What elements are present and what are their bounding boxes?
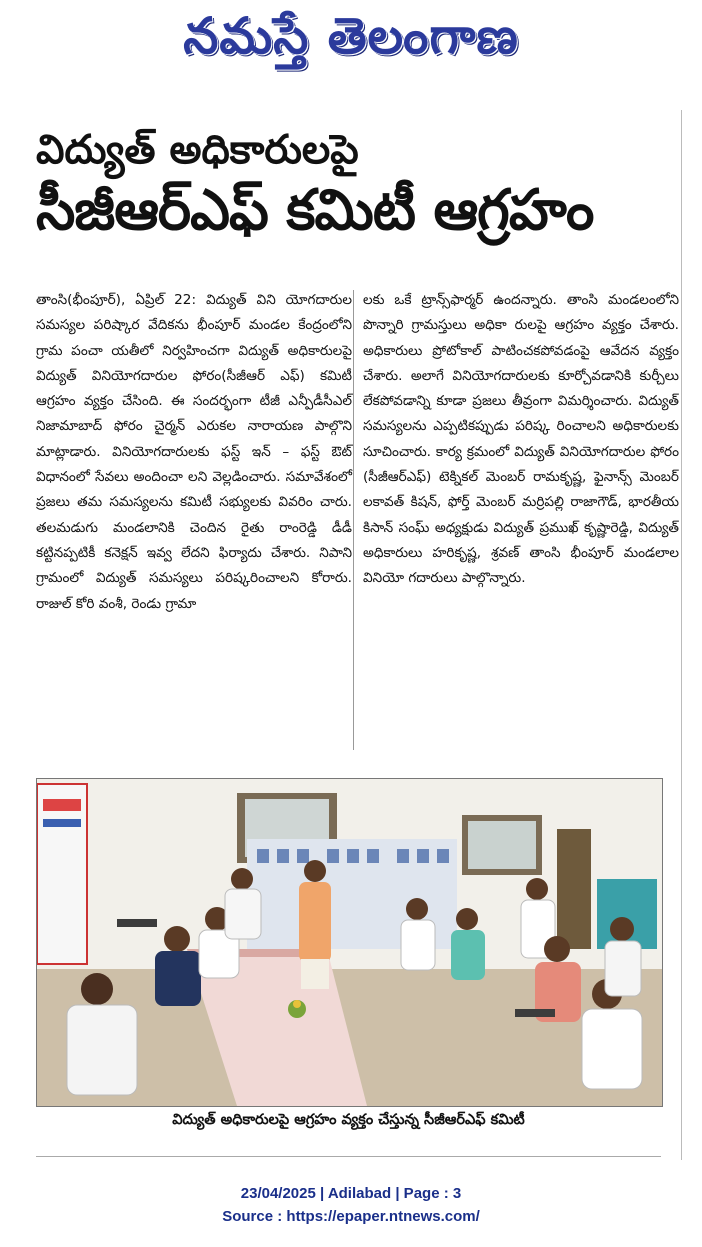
footer-divider [36,1156,661,1157]
photo-caption: విద్యుత్ అధికారులపై ఆగ్రహం వ్యక్తం చేస్తున్న సీజీఆర్ఎఫ్ కమిటీ [172,1112,525,1128]
news-photo [36,778,663,1107]
headline-main: సీజీఆర్ఎఫ్ కమిటీ ఆగ్రహం [36,178,594,243]
headline-kicker: విద్యుత్ అధికారులపై [36,127,359,173]
article-column-left: తాంసి(భీంపూర్), ఏప్రిల్ 22: విద్యుత్ విని యోగదారుల సమస్యల పరిష్కార వేదికను భీంపూర్ మండల కేంద్రంలోని గ్రామ పంచా యతీలో నిర్వహించగా విద్యుత్ అధికారులపై విద్యుత్ వినియోగదారుల ఫోరం(సీజీఆర్ ఎఫ్) కమిటీ ఆగ్రహం వ్యక్తం చేసింది. ఈ సందర్భంగా టీజీ ఎన్పీడీసీఎల్ నిజామాబాద్ ఫోరం చైర్మన్ ఎరుకల నారాయణ పాల్గొని మాట్లాడారు. వినియోగదారులకు ఫస్ట్ ఇన్ – ఫస్ట్ ఔట్ విధానంలో సేవలు అందించా లని వెల్లడించారు. సమావేశంలో ప్రజలు తమ సమస్యలను కమిటీ సభ్యులకు వివరిం చారు. తలమడుగు మండలానికి చెందిన రైతు రాంరెడ్డి డీడీ కట్టినప్పటికీ కనెక్షన్ ఇవ్వ లేదని ఫిర్యాదు చేశారు. నిపాని గ్రామంలో విద్యుత్ సమస్యలు పరిష్కరించాలని కోరారు. రాజుల్ కోరి వంశీ, రెండు గ్రామా [36,292,352,612]
column-divider [353,290,354,750]
edition-info: 23/04/2025 | Adilabad | Page : 3 [240,1185,462,1202]
article-column-right: లకు ఒకే ట్రాన్స్‌ఫార్మర్ ఉందన్నారు. తాంసి మండలంలోని పొన్నారి గ్రామస్తులు అధికా రులపై ఆగ్రహం వ్యక్తం చేశారు. అధికారులు ప్రోటోకాల్ పాటించకపోవడంపై ఆవేదన వ్యక్తం చేశారు. అలాగే వినియోగదారులకు కూర్చోవడానికి కుర్చీలు లేకపోవడాన్ని కూడా ప్రజలు తీవ్రంగా విమర్శించారు. విద్యుత్ సమస్యలను ఎప్పటికప్పుడు పరిష్క రించాలని అధికారులకు సూచించారు. కార్య క్రమంలో విద్యుత్ వినియోగదారుల ఫోరం (సీజీఆర్ఎఫ్) టెక్నికల్ మెంబర్ రామకృష్ణ, ఫైనాన్స్ మెంబర్ లకావత్ కిషన్, ఫోర్త్ మెంబర్ మర్రిపల్లి రాజాగౌడ్, భారతీయ కిసాన్ సంఘ్ అధ్యక్షుడు విద్యుత్ ప్రముఖ్ కృష్ణారెడ్డి, విద్యుత్ అధికారులు హరికృష్ణ, శ్రవణ్ తాంసి భీంపూర్ మండలాల వినియో గదారులు పాల్గొన్నారు. [363,292,679,587]
source-link[interactable]: Source : https://epaper.ntnews.com/ [222,1208,480,1225]
meeting-scene-illustration [37,779,662,1106]
page-edge-rule [681,110,682,1160]
newspaper-logo: నమస్తే తెలంగాణ [183,6,519,65]
masthead [0,0,702,80]
